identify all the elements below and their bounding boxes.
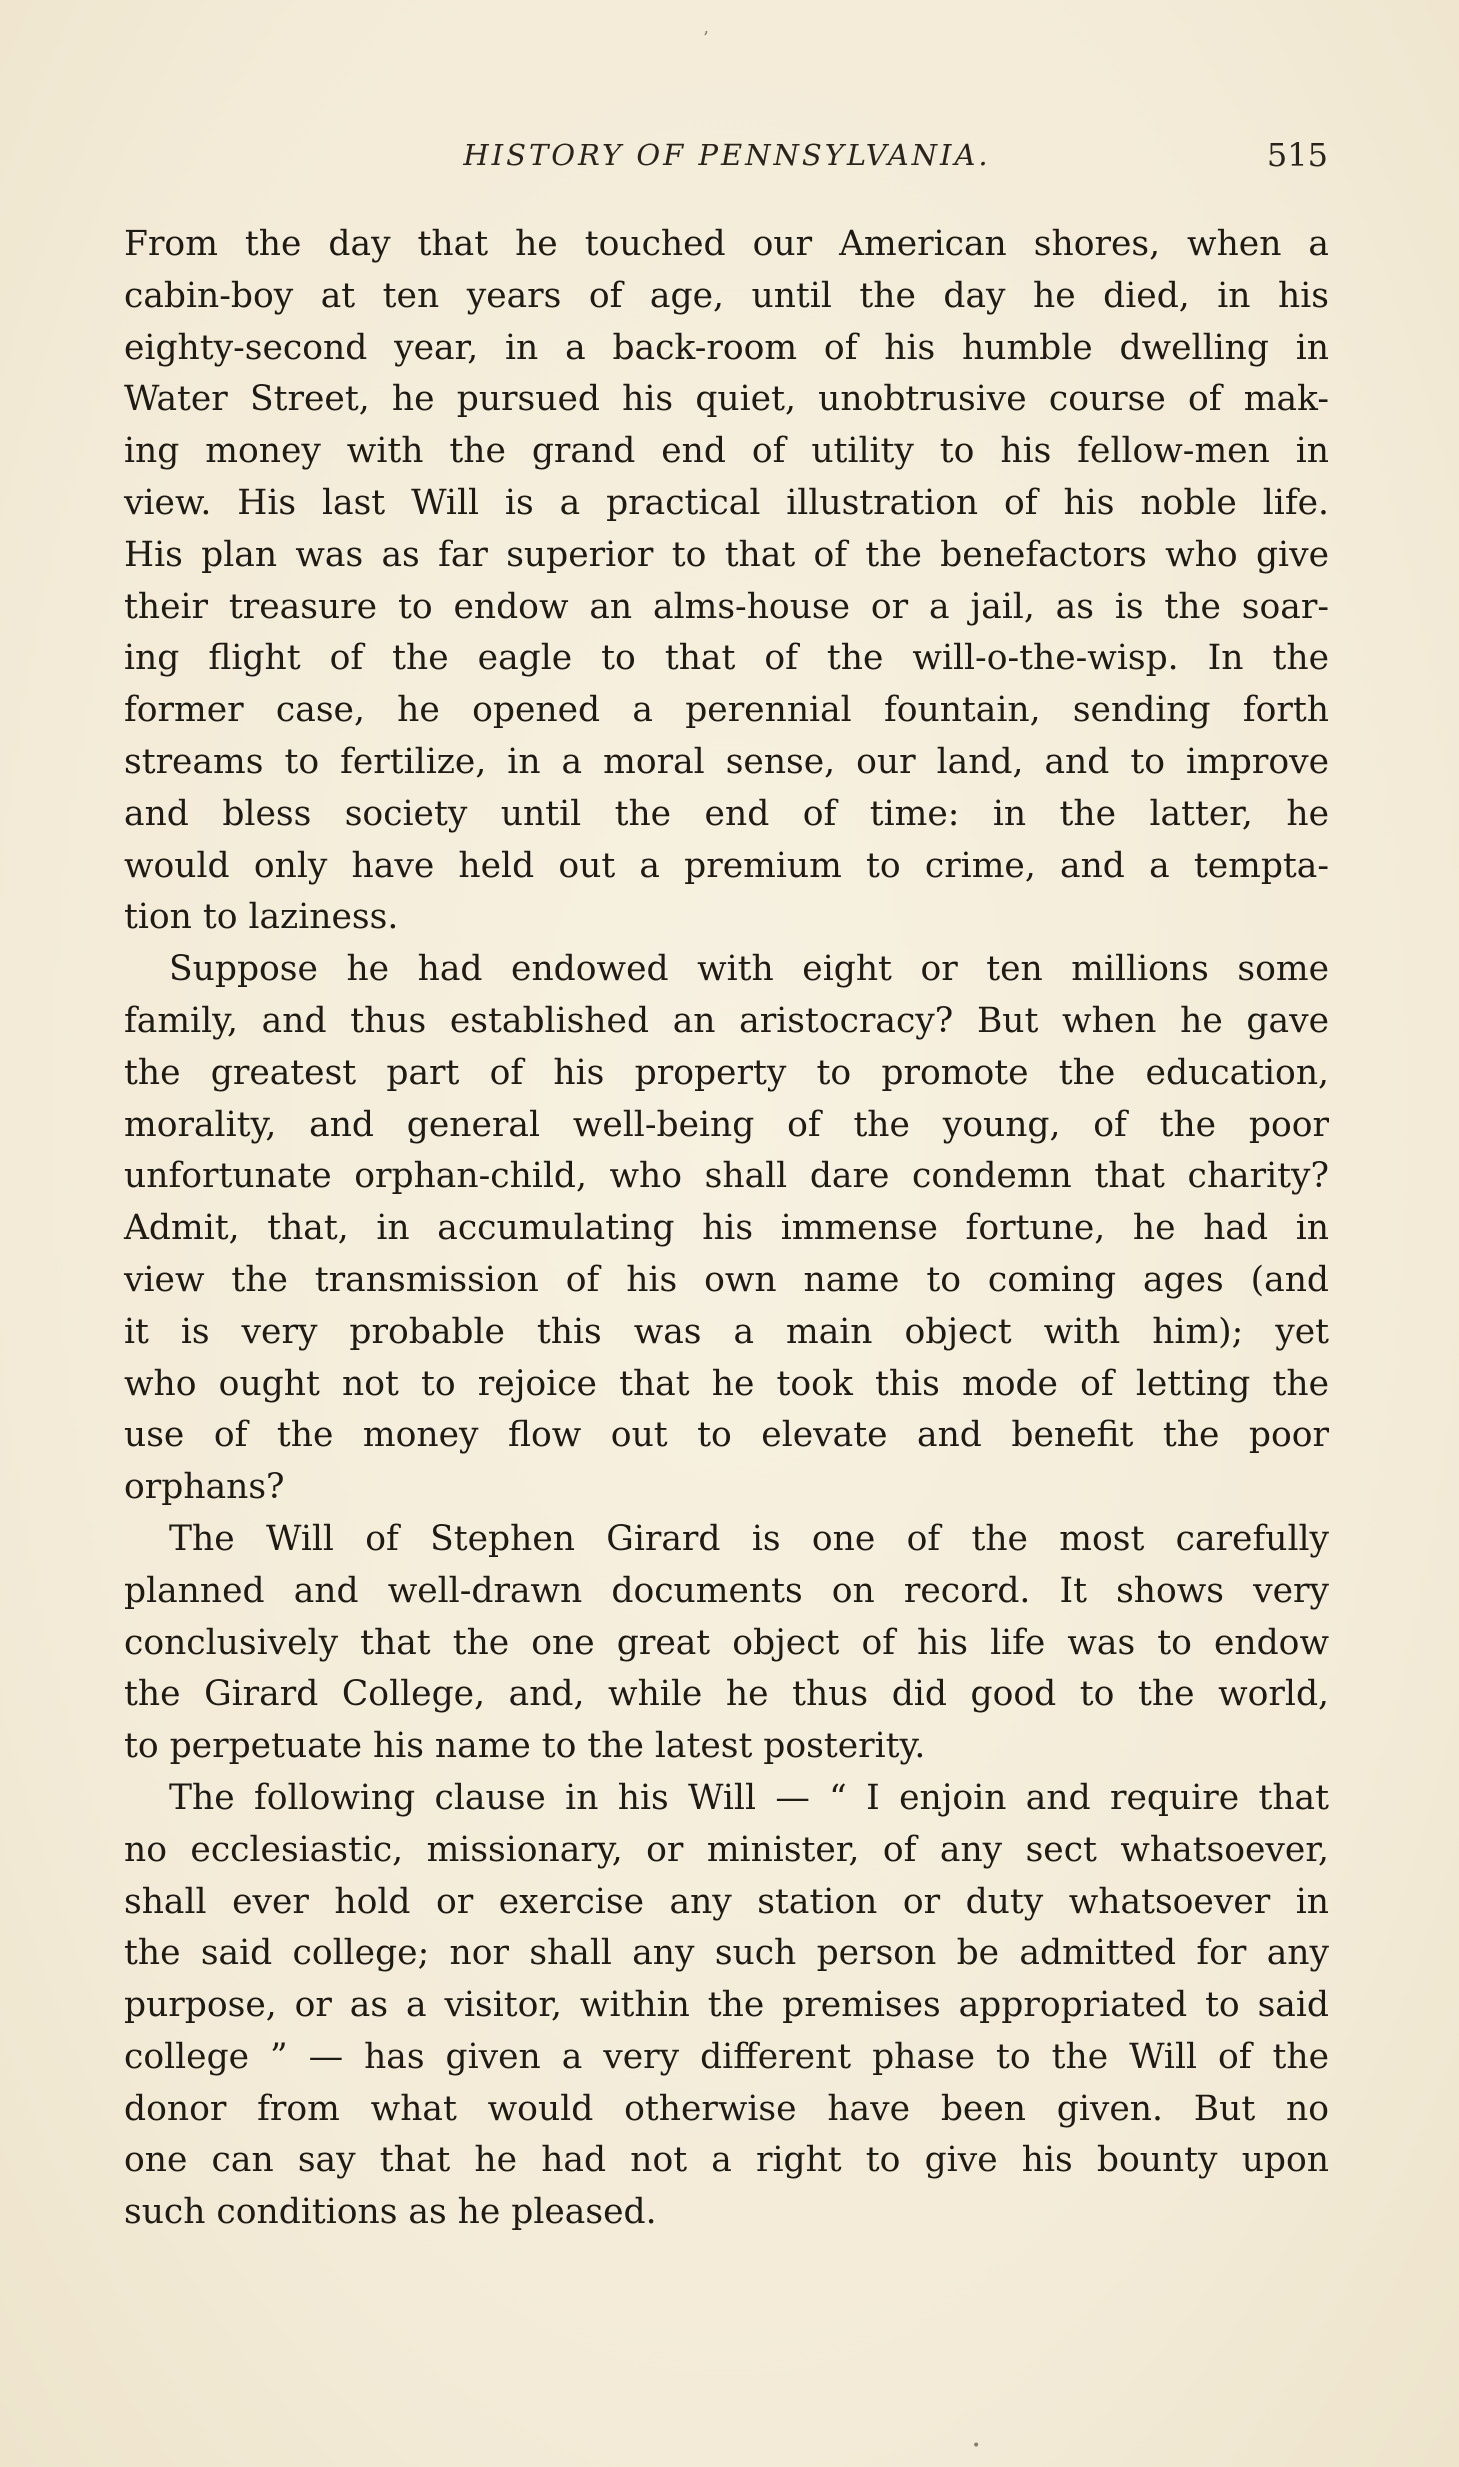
text-line: the said college; nor shall any such person be admitted for any: [124, 1933, 1329, 1974]
text-line: it is very probable this was a main object with him); yet: [124, 1311, 1329, 1352]
text-line: no ecclesiastic, missionary, or minister, of any sect whatsoever,: [124, 1829, 1329, 1870]
paragraph-2: [124, 944, 1329, 1514]
paragraph-4: [124, 1773, 1329, 2239]
text-line: tion to laziness.: [124, 897, 399, 938]
scan-speck: ’: [703, 28, 709, 49]
text-line: would only have held out a premium to crime, and a tempta-: [124, 845, 1329, 886]
page-number: 515: [1266, 136, 1328, 174]
text-line: shall ever hold or exercise any station or duty whatsoever in: [124, 1881, 1329, 1922]
text-line: view. His last Will is a practical illustration of his noble life.: [124, 482, 1329, 523]
text-line: His plan was as far superior to that of the benefactors who give: [124, 534, 1329, 575]
text-line: orphans?: [124, 1467, 285, 1508]
text-line: such conditions as he pleased.: [124, 2192, 657, 2233]
scan-speck: •: [972, 2438, 981, 2454]
text-line: unfortunate orphan-child, who shall dare condemn that charity?: [124, 1156, 1329, 1197]
text-line: Suppose he had endowed with eight or ten millions some: [169, 949, 1329, 990]
text-line: the greatest part of his property to promote the education,: [124, 1052, 1329, 1093]
paragraph-1: [124, 219, 1329, 944]
text-line: conclusively that the one great object of his life was to endow: [124, 1622, 1329, 1663]
text-line: one can say that he had not a right to give his bounty upon: [124, 2140, 1329, 2181]
text-line: purpose, or as a visitor, within the premises appropriated to said: [124, 1985, 1329, 2026]
text-line: to perpetuate his name to the latest posterity.: [124, 1726, 926, 1767]
text-line: Admit, that, in accumulating his immense fortune, he had in: [124, 1208, 1329, 1249]
paragraph-3: [124, 1514, 1329, 1773]
text-line: donor from what would otherwise have been given. But no: [124, 2088, 1329, 2129]
text-line: college ” — has given a very different phase to the Will of the: [124, 2036, 1329, 2077]
text-line: family, and thus established an aristocracy? But when he gave: [124, 1000, 1329, 1041]
page-header: [126, 138, 1328, 188]
text-line: ing flight of the eagle to that of the will-o-the-wisp. In the: [124, 638, 1329, 679]
text-line: The Will of Stephen Girard is one of the most carefully: [169, 1518, 1329, 1559]
text-line: use of the money flow out to elevate and benefit the poor: [124, 1415, 1329, 1456]
text-line: their treasure to endow an alms-house or a jail, as is the soar-: [124, 586, 1329, 627]
text-line: ing money with the grand end of utility to his fellow-men in: [124, 431, 1329, 472]
text-line: From the day that he touched our American shores, when a: [124, 224, 1329, 264]
text-line: streams to fertilize, in a moral sense, our land, and to improve: [124, 741, 1329, 782]
text-line: former case, he opened a perennial fountain, sending forth: [124, 690, 1329, 731]
text-line: the Girard College, and, while he thus did good to the world,: [124, 1674, 1329, 1715]
text-line: and bless society until the end of time: in the latter, he: [124, 793, 1329, 834]
text-line: who ought not to rejoice that he took this mode of letting the: [124, 1363, 1329, 1404]
body-text: [124, 219, 1329, 2239]
text-line: Water Street, he pursued his quiet, unobtrusive course of mak-: [124, 379, 1329, 420]
text-line: planned and well-drawn documents on record. It shows very: [124, 1570, 1329, 1611]
text-line: eighty-second year, in a back-room of his humble dwelling in: [124, 327, 1329, 368]
running-title: HISTORY OF PENNSYLVANIA.: [463, 138, 991, 172]
text-line: The following clause in his Will — “ I enjoin and require that: [169, 1777, 1329, 1818]
text-line: cabin-boy at ten years of age, until the day he died, in his: [124, 275, 1329, 316]
text-line: morality, and general well-being of the young, of the poor: [124, 1104, 1329, 1145]
text-line: view the transmission of his own name to coming ages (and: [124, 1259, 1329, 1300]
